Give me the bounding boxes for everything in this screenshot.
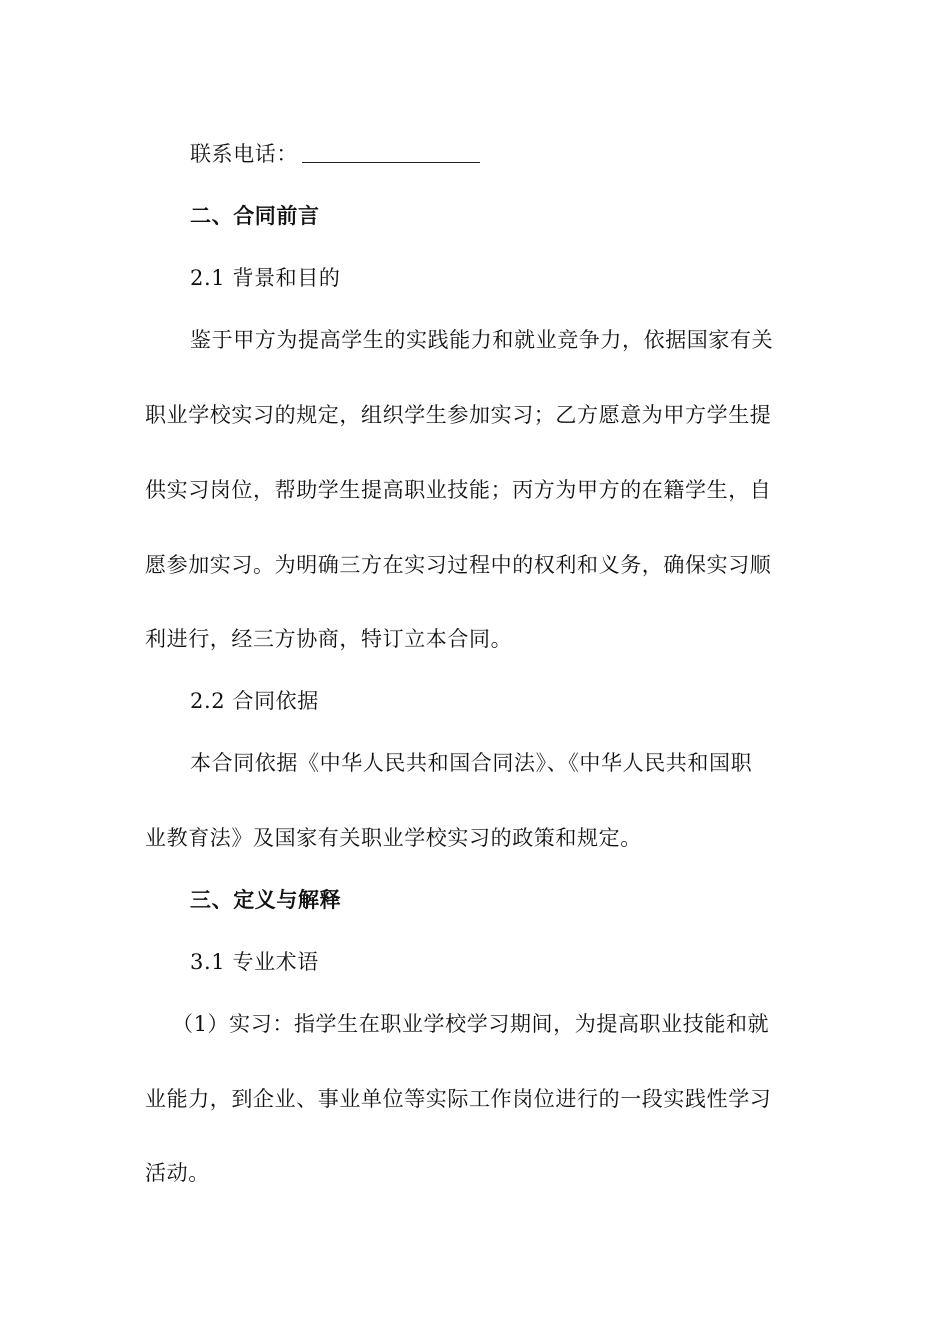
section2-1-paragraph-line: 愿参加实习。为明确三方在实习过程中的权利和义务，确保实习顺: [145, 553, 772, 577]
section2-1-paragraph-line: 供实习岗位，帮助学生提高职业技能；丙方为甲方的在籍学生，自: [145, 478, 772, 502]
section2-2-title: 2.2 合同依据: [190, 689, 319, 713]
section2-1-paragraph-line: 利进行，经三方协商，特订立本合同。: [145, 627, 513, 651]
section2-2-paragraph-line: 业教育法》及国家有关职业学校实习的政策和规定。: [145, 826, 642, 850]
section2-1-title: 2.1 背景和目的: [190, 266, 341, 290]
section3-heading: 三、定义与解释: [190, 887, 342, 912]
section3-1-paragraph-line: （1）实习：指学生在职业学校学习期间，为提高职业技能和就: [172, 1012, 770, 1036]
section2-1-paragraph-line: 职业学校实习的规定，组织学生参加实习；乙方愿意为甲方学生提: [145, 403, 772, 427]
contact-phone-label: 联系电话：: [190, 142, 298, 166]
section2-2-paragraph-line: 本合同依据《中华人民共和国合同法》、《中华人民共和国职: [190, 751, 753, 775]
section3-1-paragraph-line: 活动。: [145, 1161, 210, 1185]
section3-1-paragraph-line: 业能力，到企业、事业单位等实际工作岗位进行的一段实践性学习: [145, 1087, 772, 1111]
section3-1-title: 3.1 专业术语: [190, 950, 319, 974]
contact-phone-blank: [302, 144, 480, 163]
contact-phone-line: [190, 141, 810, 167]
section2-heading: 二、合同前言: [190, 203, 320, 228]
section2-1-paragraph-line: 鉴于甲方为提高学生的实践能力和就业竞争力，依据国家有关: [190, 328, 774, 352]
